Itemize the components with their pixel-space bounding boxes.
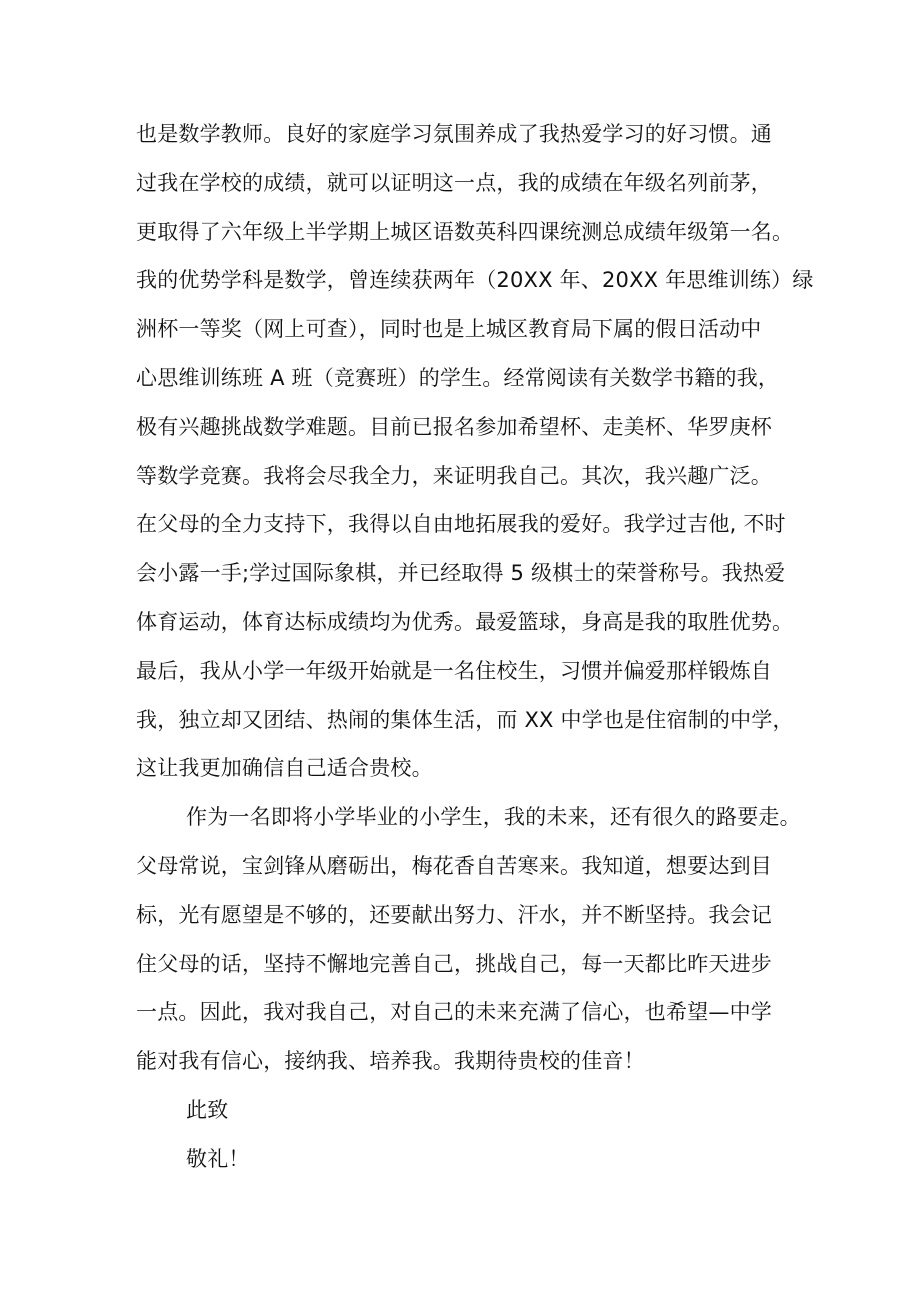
text-line: 洲杯一等奖（网上可查），同时也是上城区教育局下属的假日活动中 bbox=[136, 317, 762, 342]
text-line: 极有兴趣挑战数学难题。目前已报名参加希望杯、走美杯、华罗庚杯 bbox=[136, 414, 772, 439]
paragraph-1 bbox=[136, 110, 826, 793]
closing-salutation: 此致 bbox=[186, 1097, 229, 1122]
letter-body bbox=[136, 110, 826, 1184]
text-line: 最后，我从小学一年级开始就是一名住校生，习惯并偏爱那样锻炼自 bbox=[136, 658, 772, 683]
text-line: 父母常说，宝剑锋从磨砺出，梅花香自苦寒来。我知道，想要达到目 bbox=[136, 853, 772, 878]
text-line: 住父母的话，坚持不懈地完善自己，挑战自己，每一天都比昨天进步 bbox=[136, 951, 772, 976]
text-line: 体育运动，体育达标成绩均为优秀。最爱篮球，身高是我的取胜优势。 bbox=[136, 609, 794, 634]
text-line: 心思维训练班 A 班（竞赛班）的学生。经常阅读有关数学书籍的我， bbox=[136, 365, 780, 390]
text-line: 也是数学教师。良好的家庭学习氛围养成了我热爱学习的好习惯。通 bbox=[136, 122, 772, 146]
paragraph-2 bbox=[136, 793, 826, 1086]
text-line: 我，独立却又团结、热闹的集体生活，而 XX 中学也是住宿制的中学， bbox=[136, 707, 794, 732]
text-line: 在父母的全力支持下，我得以自由地拓展我的爱好。我学过吉他, 不时 bbox=[136, 512, 786, 537]
text-line: 作为一名即将小学毕业的小学生，我的未来，还有很久的路要走。 bbox=[186, 805, 801, 830]
text-line: 等数学竞赛。我将会尽我全力，来证明我自己。其次，我兴趣广泛。 bbox=[136, 463, 772, 488]
text-line: 一点。因此，我对我自己，对自己的未来充满了信心，也希望—中学 bbox=[136, 1000, 772, 1025]
text-line: 我的优势学科是数学，曾连续获两年（20XX 年、20XX 年思维训练）绿 bbox=[136, 268, 814, 293]
text-line: 会小露一手;学过国际象棋，并已经取得 5 级棋士的荣誉称号。我热爱 bbox=[136, 561, 786, 586]
text-line: 这让我更加确信自己适合贵校。 bbox=[136, 756, 433, 781]
text-line: 标，光有愿望是不够的，还要献出努力、汗水，并不断坚持。我会记 bbox=[136, 902, 772, 927]
text-line: 过我在学校的成绩，就可以证明这一点，我的成绩在年级名列前茅， bbox=[136, 170, 772, 195]
closing-regards: 敬礼！ bbox=[186, 1146, 250, 1171]
text-line: 能对我有信心，接纳我、培养我。我期待贵校的佳音！ bbox=[136, 1049, 645, 1074]
text-line: 更取得了六年级上半学期上城区语数英科四课统测总成绩年级第一名。 bbox=[136, 219, 794, 244]
